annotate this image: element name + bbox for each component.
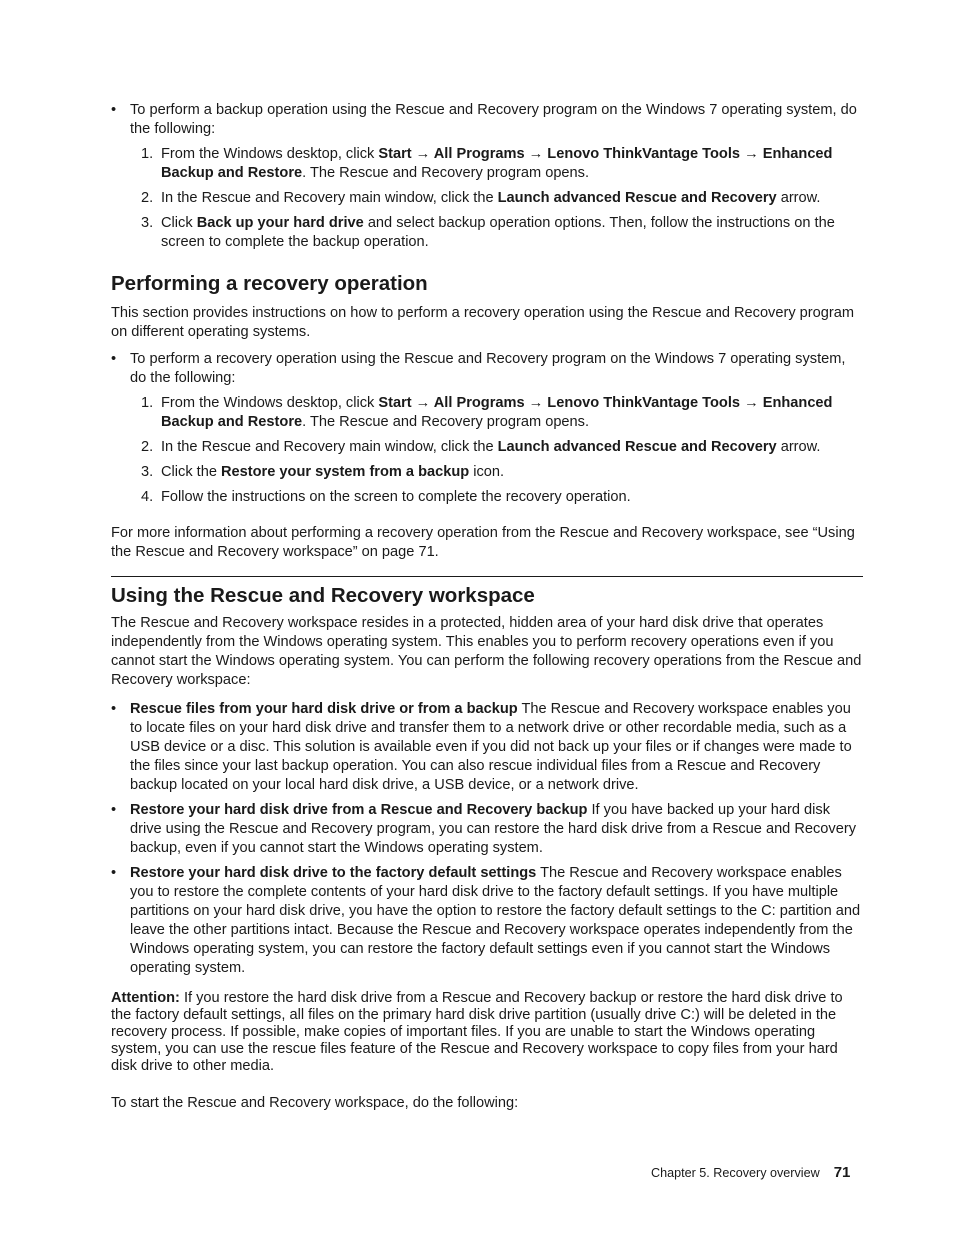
workspace-item-1 <box>111 700 863 795</box>
recovery-bullet-text: To perform a recovery operation using the Rescue and Recovery program on the Windows 7 operating system, do the following: <box>130 351 846 386</box>
workspace-heading: Using the Rescue and Recovery workspace <box>111 584 535 607</box>
step-text: In the Rescue and Recovery main window, click the <box>161 439 498 455</box>
item-title: Rescue files from your hard disk drive or from a backup <box>130 701 518 717</box>
page-footer <box>651 1165 850 1181</box>
step-text: From the Windows desktop, click <box>161 395 379 411</box>
step-text: and select backup operation options. Then, follow the instructions on the screen to complete the backup operation. <box>161 215 835 250</box>
step-text: . The Rescue and Recovery program opens. <box>302 414 590 430</box>
backup-bullet <box>111 101 863 139</box>
bullet-dot: • <box>111 701 117 717</box>
recovery-heading: Performing a recovery operation <box>111 272 428 295</box>
step-text: Click <box>161 215 197 231</box>
item-title: Restore your hard disk drive from a Rescue and Recovery backup <box>130 802 588 818</box>
ui-label: Back up your hard drive <box>196 215 364 231</box>
chapter-label: Chapter 5. Recovery overview <box>651 1166 820 1180</box>
step-text: icon. <box>469 464 505 480</box>
item-text: If you have backed up your hard disk drive using the Rescue and Recovery program, you can restore the hard disk drive from a Rescue and Recovery backup, even if you cannot start the Windows operating system. <box>130 802 856 856</box>
step-text: Click the <box>161 464 222 480</box>
workspace-intro: The Rescue and Recovery workspace resides in a protected, hidden area of your hard disk drive that operates independently from the Windows operating system. This enables you to perform recovery operations even if you cannot start the Windows operating system. You can perform the following recovery operations from the Rescue and Recovery workspace: <box>111 615 862 688</box>
start-workspace-text: To start the Rescue and Recovery workspace, do the following: <box>111 1095 519 1111</box>
recovery-intro: This section provides instructions on how to perform a recovery operation using the Rescue and Recovery program on different operating systems. <box>111 305 855 340</box>
menu-path: Start → All Programs → Lenovo ThinkVantage Tools → Enhanced Backup and Restore <box>161 146 833 181</box>
step-text: arrow. <box>776 190 821 206</box>
step-text: arrow. <box>776 439 821 455</box>
recovery-step-2 <box>130 438 863 457</box>
step-number: 4. <box>141 489 154 505</box>
backup-step-3 <box>130 214 863 252</box>
recovery-bullet <box>111 350 863 388</box>
menu-path: Start → All Programs → Lenovo ThinkVantage Tools → Enhanced Backup and Restore <box>161 395 833 430</box>
ui-label: Launch advanced Rescue and Recovery <box>497 190 777 206</box>
step-text: In the Rescue and Recovery main window, click the <box>161 190 498 206</box>
workspace-item-3 <box>111 864 863 978</box>
backup-step-1 <box>130 145 863 183</box>
step-number: 1. <box>141 395 154 411</box>
bullet-dot: • <box>111 802 117 818</box>
item-title: Restore your hard disk drive to the factory default settings <box>130 865 537 881</box>
step-number: 2. <box>141 439 154 455</box>
step-text: From the Windows desktop, click <box>161 146 379 162</box>
workspace-item-2 <box>111 801 863 858</box>
attention-paragraph <box>111 990 863 1075</box>
bullet-dot: • <box>111 865 117 881</box>
ui-label: Launch advanced Rescue and Recovery <box>497 439 777 455</box>
bullet-dot: • <box>111 351 117 367</box>
page-content <box>111 101 863 1113</box>
recovery-step-3 <box>130 463 863 482</box>
step-text: . The Rescue and Recovery program opens. <box>302 165 590 181</box>
item-text: The Rescue and Recovery workspace enables you to locate files on your hard disk drive and transfer them to a network drive or other recordable media, such as a USB device or a disc. This solution is available even if you did not back up your files or if changes were made to the files since your last backup operation. You can also rescue individual files from a Rescue and Recovery backup located on your local hard disk drive, a USB device, or a network drive. <box>130 701 852 793</box>
attention-label: Attention: <box>111 990 180 1006</box>
section-divider <box>111 576 863 577</box>
backup-bullet-text: To perform a backup operation using the Rescue and Recovery program on the Windows 7 operating system, do the following: <box>130 102 857 137</box>
ui-label: Restore your system from a backup <box>221 464 470 480</box>
recovery-step-1 <box>130 394 863 432</box>
step-number: 3. <box>141 215 154 231</box>
item-text: The Rescue and Recovery workspace enables you to restore the complete contents of your hard disk drive to the factory default settings. If you have multiple partitions on your hard disk drive, you have the option to restore the factory default settings to the C: partition and leave the other partitions intact. Because the Rescue and Recovery workspace operates independently from the Windows operating system, you can restore the factory default settings even if you cannot start the Windows operating system. <box>130 865 861 976</box>
step-number: 3. <box>141 464 154 480</box>
attention-text: If you restore the hard disk drive from a Rescue and Recovery backup or restore the hard disk drive to the factory default settings, all files on the primary hard disk drive partition (usually drive C:) will be deleted in the recovery process. If possible, make copies of important files. If you are unable to start the Windows operating system, you can use the rescue files feature of the Rescue and Recovery workspace to copy files from your hard disk drive to other media. <box>111 990 843 1074</box>
step-number: 2. <box>141 190 154 206</box>
more-info-paragraph: For more information about performing a recovery operation from the Rescue and Recovery workspace, see “Using the Rescue and Recovery workspace” on page 71. <box>111 525 855 560</box>
step-number: 1. <box>141 146 154 162</box>
backup-step-2 <box>130 189 863 208</box>
backup-steps <box>130 145 863 252</box>
bullet-dot: • <box>111 102 117 118</box>
step-text: Follow the instructions on the screen to complete the recovery operation. <box>161 489 631 505</box>
recovery-step-4 <box>130 488 863 507</box>
page-number: 71 <box>833 1164 851 1181</box>
recovery-steps <box>130 394 863 507</box>
